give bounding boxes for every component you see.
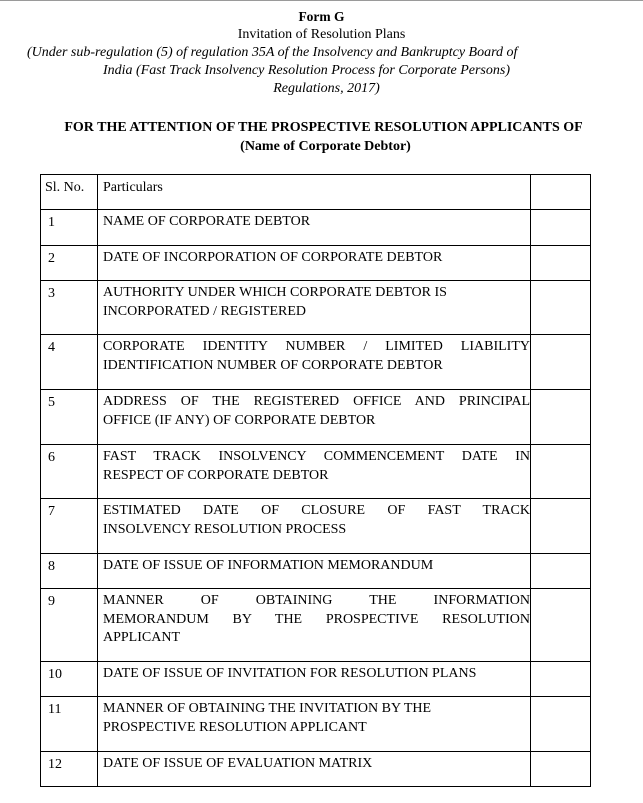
particulars-line: MANNER OF OBTAINING THE INVITATION BY THE bbox=[103, 701, 432, 716]
details-cell[interactable] bbox=[531, 335, 591, 390]
particulars-cell bbox=[98, 335, 531, 390]
particulars-line: DATE OF INCORPORATION OF CORPORATE DEBTOR bbox=[103, 250, 443, 265]
particulars-line: CORPORATE IDENTITY NUMBER / LIMITED LIABILITY bbox=[103, 339, 530, 354]
particulars-cell bbox=[98, 445, 531, 499]
top-rule bbox=[0, 0, 643, 1]
table-row bbox=[41, 335, 591, 390]
particulars-line: RESPECT OF CORPORATE DEBTOR bbox=[103, 467, 329, 483]
particulars-cell bbox=[98, 697, 531, 752]
details-cell[interactable] bbox=[531, 752, 591, 787]
sl-number-cell: 5 bbox=[41, 390, 98, 445]
particulars-line: OFFICE (IF ANY) OF CORPORATE DEBTOR bbox=[103, 412, 376, 428]
sl-number-cell: 4 bbox=[41, 335, 98, 390]
particulars-line: AUTHORITY UNDER WHICH CORPORATE DEBTOR IS bbox=[103, 285, 447, 300]
particulars-line: DATE OF ISSUE OF EVALUATION MATRIX bbox=[103, 756, 373, 771]
particulars-line: IDENTIFICATION NUMBER OF CORPORATE DEBTOR bbox=[103, 357, 443, 373]
table-row bbox=[41, 752, 591, 787]
details-cell[interactable] bbox=[531, 589, 591, 662]
particulars-line: ESTIMATED DATE OF CLOSURE OF FAST TRACK bbox=[103, 503, 530, 518]
particulars-line: INCORPORATED / REGISTERED bbox=[103, 303, 307, 319]
sl-number-cell: 9 bbox=[41, 589, 98, 662]
form-header bbox=[0, 8, 643, 98]
particulars-line: INSOLVENCY RESOLUTION PROCESS bbox=[103, 521, 347, 537]
details-cell[interactable] bbox=[531, 554, 591, 589]
attention-line: FOR THE ATTENTION OF THE PROSPECTIVE RESOLUTION APPLICANTS OF bbox=[64, 120, 583, 135]
particulars-line: NAME OF CORPORATE DEBTOR bbox=[103, 214, 311, 229]
table-row bbox=[41, 554, 591, 589]
particulars-cell bbox=[98, 662, 531, 697]
details-cell[interactable] bbox=[531, 281, 591, 335]
particulars-line: APPLICANT bbox=[103, 630, 181, 645]
particulars-line: MANNER OF OBTAINING THE INFORMATION bbox=[103, 593, 530, 608]
sl-number-cell: 6 bbox=[41, 445, 98, 499]
form-title: Form G bbox=[298, 9, 345, 24]
details-cell[interactable] bbox=[531, 246, 591, 281]
attention-heading bbox=[0, 118, 643, 156]
sl-number-cell: 7 bbox=[41, 499, 98, 554]
details-cell[interactable] bbox=[531, 390, 591, 445]
table-row bbox=[41, 697, 591, 752]
particulars-line: MEMORANDUM BY THE PROSPECTIVE RESOLUTION bbox=[103, 611, 530, 627]
particulars-line: DATE OF ISSUE OF INFORMATION MEMORANDUM bbox=[103, 558, 434, 573]
table-row bbox=[41, 662, 591, 697]
table-row bbox=[41, 499, 591, 554]
regulation-line: India (Fast Track Insolvency Resolution Process for Corporate Persons) bbox=[103, 63, 510, 78]
sl-number-cell: 2 bbox=[41, 246, 98, 281]
particulars-cell bbox=[98, 246, 531, 281]
regulation-note bbox=[0, 44, 643, 98]
particulars-table bbox=[40, 174, 591, 787]
particulars-cell bbox=[98, 281, 531, 335]
particulars-cell bbox=[98, 390, 531, 445]
table-row bbox=[41, 445, 591, 499]
sl-number-cell: 11 bbox=[41, 697, 98, 752]
table-row bbox=[41, 281, 591, 335]
sl-number-cell: 8 bbox=[41, 554, 98, 589]
sl-number-cell: 3 bbox=[41, 281, 98, 335]
particulars-cell bbox=[98, 554, 531, 589]
form-subtitle: Invitation of Resolution Plans bbox=[237, 27, 406, 42]
particulars-cell bbox=[98, 752, 531, 787]
particulars-line: DATE OF ISSUE OF INVITATION FOR RESOLUTION PLANS bbox=[103, 666, 477, 681]
header-sl-no: Sl. No. bbox=[41, 175, 98, 210]
table-row bbox=[41, 210, 591, 246]
header-details bbox=[531, 175, 591, 210]
particulars-cell bbox=[98, 499, 531, 554]
particulars-cell bbox=[98, 589, 531, 662]
sl-number-cell: 12 bbox=[41, 752, 98, 787]
table-row bbox=[41, 589, 591, 662]
particulars-line: FAST TRACK INSOLVENCY COMMENCEMENT DATE IN bbox=[103, 449, 530, 464]
details-cell[interactable] bbox=[531, 697, 591, 752]
corporate-debtor-name-placeholder: (Name of Corporate Debtor) bbox=[240, 139, 411, 154]
regulation-line: (Under sub-regulation (5) of regulation 35A of the Insolvency and Bankruptcy Board of bbox=[27, 45, 518, 60]
details-cell[interactable] bbox=[531, 499, 591, 554]
details-cell[interactable] bbox=[531, 662, 591, 697]
table-header-row bbox=[41, 175, 591, 210]
header-particulars: Particulars bbox=[98, 175, 531, 210]
particulars-line: PROSPECTIVE RESOLUTION APPLICANT bbox=[103, 719, 367, 735]
sl-number-cell: 1 bbox=[41, 210, 98, 246]
particulars-cell bbox=[98, 210, 531, 246]
regulation-line: Regulations, 2017) bbox=[273, 81, 380, 96]
details-cell[interactable] bbox=[531, 445, 591, 499]
table-row bbox=[41, 246, 591, 281]
table-row bbox=[41, 390, 591, 445]
details-cell[interactable] bbox=[531, 210, 591, 246]
particulars-line: ADDRESS OF THE REGISTERED OFFICE AND PRINCIPAL bbox=[103, 394, 530, 409]
sl-number-cell: 10 bbox=[41, 662, 98, 697]
